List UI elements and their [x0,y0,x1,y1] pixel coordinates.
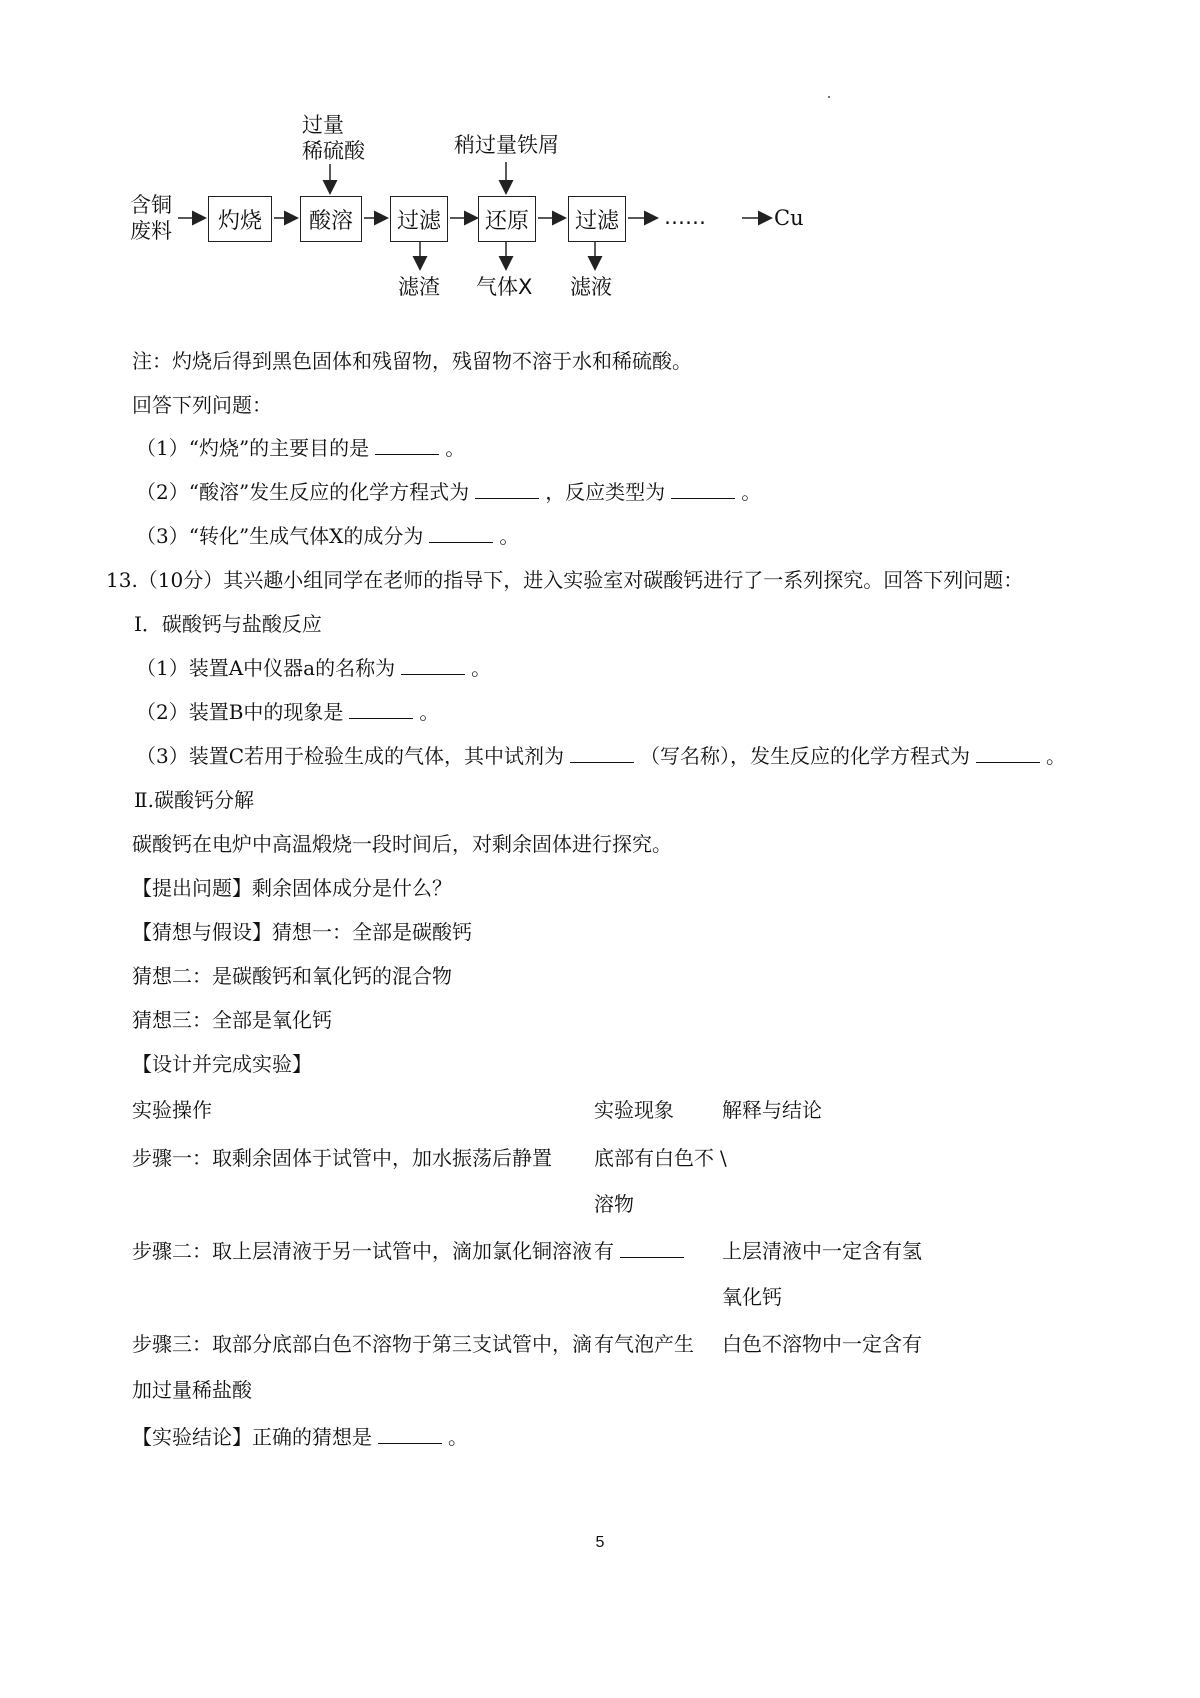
row2-conclusion-line2: 氧化钙 [722,1285,782,1309]
hypothesis-1: 【猜想与假设】猜想一：全部是碳酸钙 [132,920,472,944]
scan-speck [828,96,830,98]
section-2-heading: Ⅱ.碳酸钙分解 [134,788,254,812]
row1-conclusion: \ [720,1146,727,1170]
note-text: 注：灼烧后得到黑色固体和残留物，残留物不溶于水和稀硫酸。 [132,349,692,373]
table-header-conclusion: 解释与结论 [722,1098,822,1122]
row3-phenomenon: 有气泡产生 [594,1332,694,1356]
output-gas: 气体X [476,275,533,299]
design-heading: 【设计并完成实验】 [132,1052,312,1076]
output-residue: 滤渣 [398,275,440,299]
reagent1-line2: 稀硫酸 [302,139,365,163]
section-1-q1: （1）装置A中仪器a的名称为 。 [136,656,492,680]
box-roast: 灼烧 [208,196,272,242]
answer-blank [620,1237,684,1258]
row3-conclusion: 白色不溶物中一定含有 [722,1332,922,1356]
answer-prompt: 回答下列问题： [132,393,272,417]
question-3: （3）“转化”生成气体X的成分为 。 [136,524,520,548]
row2-phenomenon: 有 [594,1237,690,1265]
table-header-phenomenon: 实验现象 [594,1098,674,1122]
section-1-heading: Ⅰ．碳酸钙与盐酸反应 [134,612,322,636]
answer-blank [976,742,1040,763]
box-filter-2: 过滤 [568,196,626,242]
answer-blank [378,1423,442,1444]
answer-blank [429,522,493,543]
row3-operation-line1: 步骤三：取部分底部白色不溶物于第三支试管中，滴 [132,1332,592,1356]
box-reduce: 还原 [478,196,536,242]
reagent1-line1: 过量 [302,113,344,137]
hypothesis-3: 猜想三：全部是氧化钙 [132,1008,332,1032]
row1-operation: 步骤一：取剩余固体于试管中，加水振荡后静置 [132,1146,552,1170]
row3-operation-line2: 加过量稀盐酸 [132,1378,252,1402]
hypothesis-2: 猜想二：是碳酸钙和氧化钙的混合物 [132,964,452,988]
reagent2-label: 稍过量铁屑 [454,133,559,157]
process-flow-diagram [130,110,890,330]
answer-blank [375,434,439,455]
question-2: （2）“酸溶”发生反应的化学方程式为 ，反应类型为 。 [136,480,762,504]
answer-blank [401,654,465,675]
question-13-stem: 13.（10分）其兴趣小组同学在老师的指导下，进入实验室对碳酸钙进行了一系列探究。回答下列问题： [106,568,1024,592]
box-acid-dissolve: 酸溶 [300,196,362,242]
section-1-q2: （2）装置B中的现象是 。 [136,700,440,724]
experiment-conclusion: 【实验结论】正确的猜想是 。 [132,1425,468,1449]
answer-blank [475,478,539,499]
box-filter-1: 过滤 [390,196,448,242]
problem-statement: 【提出问题】剩余固体成分是什么？ [132,876,452,900]
answer-blank [671,478,735,499]
page-number: 5 [595,1534,605,1551]
flow-ellipsis: …… [664,205,706,229]
row2-operation: 步骤二：取上层清液于另一试管中，滴加氯化铜溶液 [132,1239,592,1263]
section-1-q3: （3）装置C若用于检验生成的气体，其中试剂为 （写名称），发生反应的化学方程式为 。 [136,744,1067,768]
answer-blank [570,742,634,763]
section-2-intro: 碳酸钙在电炉中高温煅烧一段时间后，对剩余固体进行探究。 [132,832,672,856]
question-1: （1）“灼烧”的主要目的是 。 [136,436,466,460]
output-filtrate: 滤液 [570,275,612,299]
input-label-2: 废料 [130,219,172,243]
input-label-1: 含铜 [130,193,172,217]
row1-phenomenon-line2: 溶物 [594,1192,634,1216]
product-label: Cu [774,206,804,230]
row1-phenomenon-line1: 底部有白色不 [594,1146,714,1170]
answer-blank [349,698,413,719]
row2-conclusion-line1: 上层清液中一定含有氢 [722,1239,922,1263]
table-header-operation: 实验操作 [132,1098,212,1122]
